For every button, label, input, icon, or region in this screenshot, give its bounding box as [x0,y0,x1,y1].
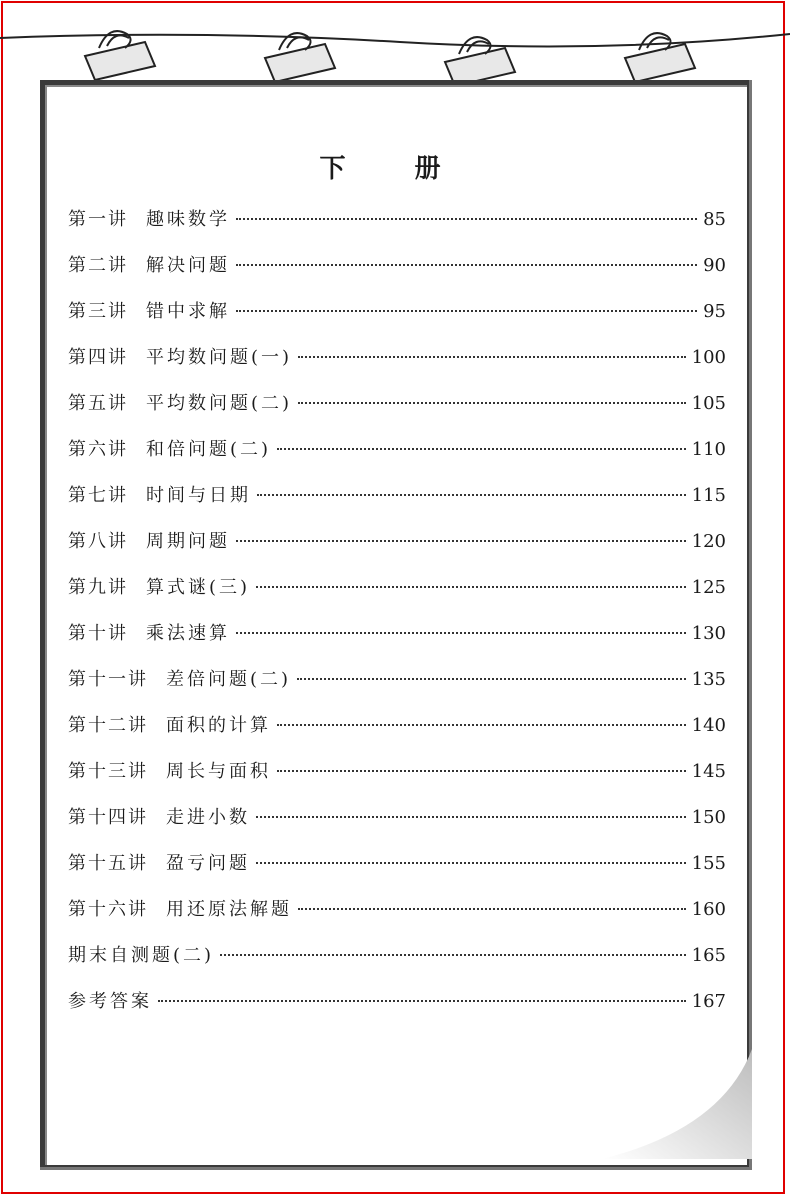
toc-topic: 乘法速算 [146,623,230,644]
page-title: 下 册 [319,154,471,184]
toc-topic: 解决问题 [146,255,230,276]
toc-page-number: 90 [703,255,726,276]
toc-chapter-label: 第七讲 [68,485,128,506]
toc-page-number: 145 [691,761,726,782]
toc-page-number: 135 [691,669,726,690]
toc-page-number: 85 [703,209,726,230]
toc-chapter-label: 第五讲 [68,393,128,414]
toc-entry[interactable] [68,251,726,297]
binder-clip-icon [85,31,155,80]
toc-topic: 平均数问题(一) [146,347,293,368]
toc-leader-dots [236,310,697,312]
binder-clip-icon [265,33,335,82]
toc-leader-dots [256,862,686,864]
toc-topic: 周长与面积 [166,761,271,782]
toc-leader-dots [220,954,686,956]
toc-leader-dots [277,770,686,772]
toc-entry[interactable] [68,941,726,987]
toc-entry[interactable] [68,527,726,573]
toc-page-number: 165 [691,945,726,966]
toc-leader-dots [257,494,686,496]
toc-chapter-label: 第十六讲 [68,899,148,920]
toc-entry[interactable] [68,619,726,665]
toc-chapter-label: 第十二讲 [68,715,148,736]
toc-topic: 面积的计算 [166,715,271,736]
toc-topic: 走进小数 [166,807,250,828]
toc-chapter-label: 第三讲 [68,301,128,322]
toc-page-number: 115 [691,485,726,506]
toc-entry[interactable] [68,895,726,941]
toc-leader-dots [297,678,686,680]
toc-chapter-label: 第六讲 [68,439,128,460]
toc-entry[interactable] [68,481,726,527]
toc-leader-dots [236,540,686,542]
toc-entry[interactable] [68,987,726,1033]
toc-topic: 用还原法解题 [166,899,292,920]
toc-topic: 期末自测题(二) [68,945,215,966]
toc-entry[interactable] [68,803,726,849]
toc-topic: 趣味数学 [146,209,230,230]
toc-leader-dots [236,632,686,634]
toc-page-number: 160 [691,899,726,920]
toc-page-number: 167 [691,991,726,1012]
toc-entry[interactable] [68,297,726,343]
toc-page-number: 110 [691,439,726,460]
toc-chapter-label: 第四讲 [68,347,128,368]
toc-topic: 和倍问题(二) [146,439,272,460]
toc-entry[interactable] [68,343,726,389]
hanging-line [0,0,790,90]
toc-topic: 盈亏问题 [166,853,250,874]
toc-page-number: 100 [691,347,726,368]
toc-entry[interactable] [68,573,726,619]
toc-entry[interactable] [68,757,726,803]
toc-topic: 错中求解 [146,301,230,322]
toc-chapter-label: 第一讲 [68,209,128,230]
toc-chapter-label: 第十三讲 [68,761,148,782]
toc-topic: 平均数问题(二) [146,393,293,414]
toc-entry[interactable] [68,389,726,435]
toc-page-number: 130 [691,623,726,644]
toc-leader-dots [256,816,686,818]
toc-topic: 算式谜(三) [146,577,251,598]
page-corner-curl [602,1049,752,1159]
toc-chapter-label: 第十四讲 [68,807,148,828]
toc-leader-dots [277,448,686,450]
toc-chapter-label: 第十五讲 [68,853,148,874]
toc-page-number: 155 [691,853,726,874]
toc-chapter-label: 第十一讲 [68,669,148,690]
toc-topic: 时间与日期 [146,485,251,506]
toc-chapter-label: 第九讲 [68,577,128,598]
toc-page-number: 150 [691,807,726,828]
toc-entry[interactable] [68,435,726,481]
toc-page-number: 120 [691,531,726,552]
toc-leader-dots [277,724,686,726]
toc-chapter-label: 第八讲 [68,531,128,552]
toc-leader-dots [256,586,686,588]
toc-chapter-label: 第十讲 [68,623,128,644]
toc-leader-dots [298,908,686,910]
toc-leader-dots [298,356,686,358]
toc-entry[interactable] [68,205,726,251]
binder-clip-icon [625,33,695,82]
toc-page-number: 105 [691,393,726,414]
table-of-contents [68,205,726,1033]
toc-entry[interactable] [68,849,726,895]
toc-entry[interactable] [68,711,726,757]
toc-leader-dots [236,218,697,220]
toc-page-number: 95 [703,301,726,322]
toc-leader-dots [158,1000,686,1002]
toc-topic: 参考答案 [68,991,152,1012]
toc-page-number: 125 [691,577,726,598]
toc-chapter-label: 第二讲 [68,255,128,276]
toc-page-number: 140 [691,715,726,736]
toc-topic: 周期问题 [146,531,230,552]
toc-leader-dots [236,264,697,266]
toc-leader-dots [298,402,686,404]
toc-topic: 差倍问题(二) [166,669,292,690]
toc-entry[interactable] [68,665,726,711]
